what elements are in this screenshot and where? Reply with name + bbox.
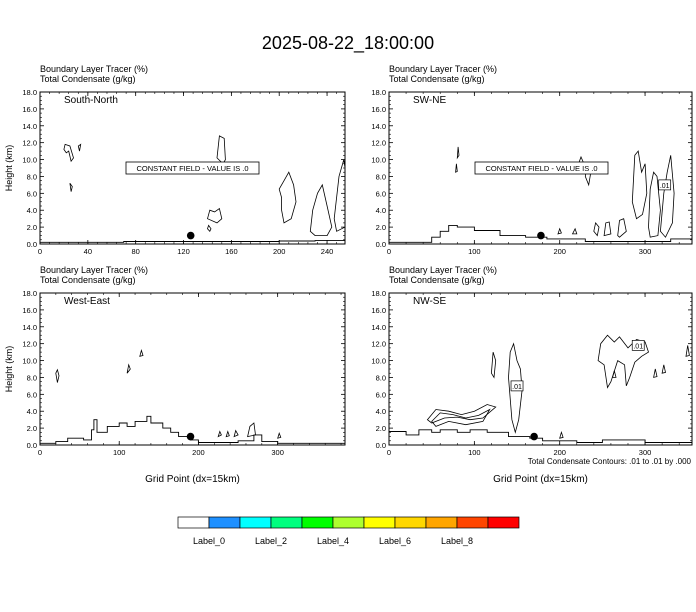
y-tick-label: 10.0 [22,356,37,366]
y-tick-label: 8.0 [375,172,386,182]
chart-panel [371,265,692,485]
x-tick-label: 100 [112,448,126,457]
panel-header-line: Total Condensate (g/kg) [40,74,136,84]
cloud-contour [654,369,657,377]
cloud-contour [334,160,345,232]
contour-label: .01 [659,182,670,190]
location-marker [187,433,195,441]
boundary-layer-line [389,430,692,443]
y-tick-label: 8.0 [26,373,37,383]
cloud-contour [56,370,59,383]
x-tick-label: 240 [320,247,334,256]
cloud-contour [208,225,212,231]
x-tick-label: 300 [638,448,652,457]
cloud-contour [560,432,563,438]
cloud-contour [618,219,627,238]
panel-label: West-East [64,296,110,307]
cloud-contour [78,144,80,151]
panel-header-line: Total Condensate (g/kg) [40,275,136,285]
y-tick-label: 14.0 [22,322,37,332]
y-tick-label: 18.0 [22,88,37,97]
contour-footnote: Total Condensate Contours: .01 to .01 by .000 [527,457,691,466]
colorbar-swatch [178,517,209,528]
colorbar-swatch [240,517,271,528]
location-marker [530,433,538,441]
x-tick-label: 0 [386,247,392,256]
cloud-contour [558,229,561,234]
cloud-contour [208,209,222,223]
y-tick-label: 14.0 [22,121,37,131]
contour-label: .01 [512,383,522,391]
x-tick-label: 300 [638,247,652,256]
y-tick-label: 10.0 [371,356,386,366]
y-tick-label: 16.0 [371,305,386,315]
y-tick-label: 0.0 [375,240,386,249]
y-tick-label: 18.0 [371,289,386,298]
panel-label: NW-SE [413,296,447,307]
x-tick-label: 120 [177,247,190,256]
cloud-contour [234,431,238,437]
cloud-contour [278,433,281,438]
cloud-contour [70,183,72,191]
y-tick-label: 8.0 [375,373,386,383]
colorbar-swatch [209,517,240,528]
cloud-contour [218,432,221,437]
panel-header-line: Boundary Layer Tracer (%) [389,265,498,275]
y-tick-label: 4.0 [26,407,37,417]
y-tick-label: 6.0 [26,390,37,400]
cloud-contour [686,345,689,356]
cloud-contour [456,164,458,172]
colorbar-swatch [457,517,488,528]
x-axis-label: Grid Point (dx=15km) [145,474,240,485]
y-axis-label: Height (km) [4,144,14,192]
chart-panel [4,265,345,485]
contour-label: .01 [633,343,644,351]
colorbar [178,517,519,546]
y-tick-label: 18.0 [371,88,386,97]
cloud-contour [127,365,130,373]
cloud-contour [457,147,459,158]
colorbar-swatch [271,517,302,528]
cloud-contour [660,155,674,237]
panel-label: South-North [64,95,118,106]
y-tick-label: 10.0 [371,155,386,165]
y-tick-label: 14.0 [371,121,386,131]
cloud-contour [632,151,647,219]
colorbar-label: Label_8 [440,536,474,546]
cloud-contour [604,222,611,236]
chart-panel [371,64,692,256]
colorbar-label: Label_4 [316,536,350,546]
y-tick-label: 4.0 [26,206,37,216]
cloud-contour [573,229,577,234]
constant-field-label: CONSTANT FIELD - VALUE IS .0 [485,164,598,173]
cloud-contour [491,352,495,377]
x-tick-label: 200 [553,247,566,256]
colorbar-label: Label_0 [192,536,226,546]
cloud-contour [217,136,225,164]
chart-panel [4,64,345,256]
x-tick-label: 300 [271,448,284,457]
y-tick-label: 2.0 [375,424,386,434]
y-tick-label: 10.0 [22,155,37,165]
cloud-contour [310,185,332,236]
x-tick-label: 80 [131,247,140,256]
y-tick-label: 0.0 [26,441,37,450]
x-tick-label: 200 [553,448,566,457]
y-tick-label: 18.0 [22,289,37,298]
y-tick-label: 14.0 [371,322,386,332]
y-tick-label: 2.0 [26,424,37,434]
x-tick-label: 40 [83,247,93,256]
y-tick-label: 16.0 [22,305,37,315]
panel-header-line: Boundary Layer Tracer (%) [40,265,149,275]
x-tick-label: 100 [468,247,481,256]
cloud-contour [140,350,143,356]
panel-header-line: Total Condensate (g/kg) [389,275,485,285]
x-tick-label: 0 [37,448,43,457]
y-tick-label: 6.0 [375,189,386,199]
panels [4,64,692,485]
y-tick-label: 8.0 [26,172,37,182]
y-tick-label: 6.0 [26,189,37,199]
constant-field-label: CONSTANT FIELD - VALUE IS .0 [136,164,249,173]
y-axis-label: Height (km) [4,345,14,393]
plot-frame [40,293,345,445]
colorbar-label: Label_2 [254,536,288,546]
colorbar-label: Label_6 [378,536,412,546]
panel-label: SW-NE [413,95,447,106]
y-tick-label: 16.0 [371,104,386,114]
y-tick-label: 4.0 [375,407,386,417]
y-tick-label: 12.0 [22,138,37,148]
plot-area [40,136,345,242]
y-tick-label: 12.0 [371,138,386,148]
x-tick-label: 160 [225,247,238,256]
cloud-contour [613,371,616,378]
x-tick-label: 200 [272,247,286,256]
y-tick-label: 0.0 [375,441,386,450]
y-tick-label: 2.0 [375,223,386,233]
colorbar-swatch [488,517,519,528]
cloud-contour [594,223,599,236]
x-tick-label: 0 [37,247,43,256]
y-tick-label: 2.0 [26,223,37,233]
cloud-contour [662,365,665,373]
plot-area [389,147,692,242]
colorbar-swatch [333,517,364,528]
cloud-contour [64,144,74,161]
colorbar-swatch [364,517,395,528]
x-tick-label: 200 [192,448,205,457]
location-marker [537,232,545,240]
panel-header-line: Total Condensate (g/kg) [389,74,485,84]
location-marker [187,232,195,240]
y-tick-label: 0.0 [26,240,37,249]
panel-header-line: Boundary Layer Tracer (%) [389,64,498,74]
panel-header-line: Boundary Layer Tracer (%) [40,64,149,74]
y-tick-label: 16.0 [22,104,37,114]
plot-area [389,335,692,442]
figure-title: 2025-08-22_18:00:00 [261,33,435,53]
y-tick-label: 6.0 [375,390,386,400]
colorbar-swatch [395,517,426,528]
x-axis-label: Grid Point (dx=15km) [493,474,588,485]
y-tick-label: 4.0 [375,206,386,216]
y-tick-label: 12.0 [22,339,37,349]
cloud-contour [427,405,495,424]
cloud-contour [226,432,229,437]
x-tick-label: 100 [468,448,481,457]
y-tick-label: 12.0 [371,339,386,349]
plot-area [40,350,345,443]
cloud-contour [279,172,296,223]
x-tick-label: 0 [386,448,392,457]
colorbar-swatch [302,517,333,528]
colorbar-swatch [426,517,457,528]
boundary-layer-line [40,241,345,243]
